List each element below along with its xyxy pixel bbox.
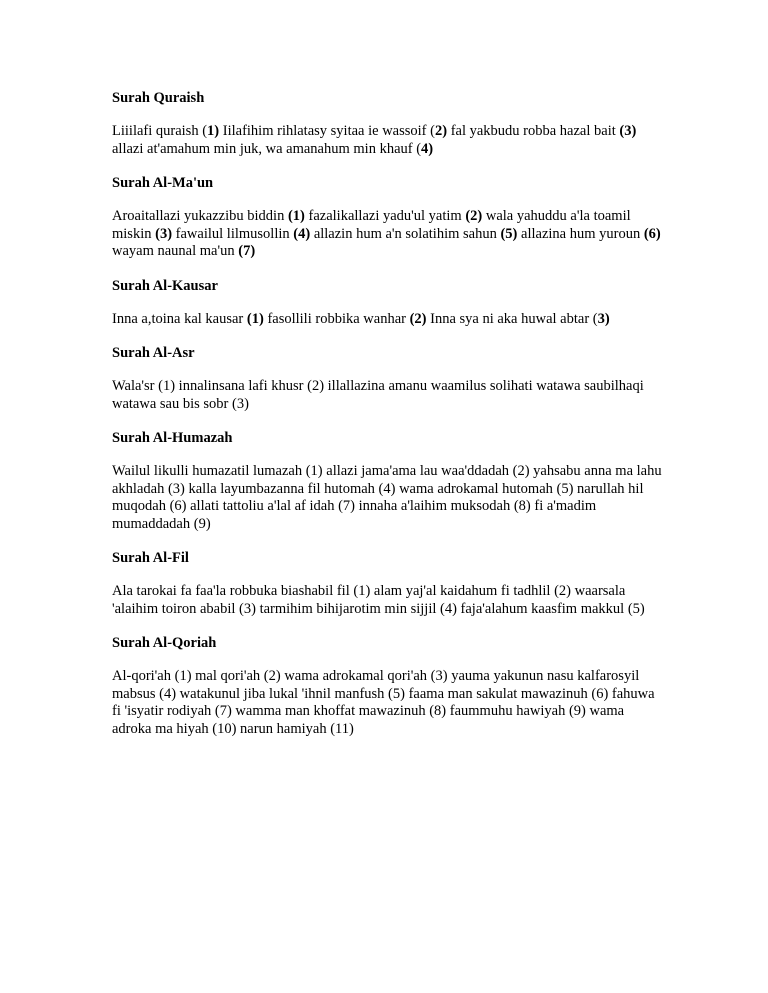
section-title: Surah Al-Fil — [112, 550, 189, 566]
section-title: Surah Al-Asr — [112, 345, 195, 361]
section-title: Surah Al-Qoriah — [112, 635, 217, 651]
section-al-qoriah — [112, 634, 662, 738]
verse-text: Iilafihim rihlatasy syitaa ie wassoif ( — [219, 123, 435, 139]
verse-text: fawailul lilmusollin — [172, 225, 294, 242]
verse-number: (7) — [238, 243, 256, 259]
section-body — [112, 208, 662, 261]
verse-text: Wala'sr (1) innalinsana lafi khusr (2) illallazina amanu waamilus solihati watawa saubilhaqi watawa sau bis sobr (3) — [112, 378, 644, 412]
verse-text: Wailul likulli humazatil lumazah (1) allazi jama'ama lau waa'ddadah (2) yahsabu anna ma lahu akhladah (3) kalla layumbazanna fil hutomah (4) wama adrokamal hutomah (5) narullah hil muqodah (6) allati tattoliu a'lal af idah (7) innaha a'laihim muksodah (8) fi a'madim mumaddadah (9) — [112, 463, 662, 532]
section-title: Surah Al-Humazah — [112, 430, 233, 446]
section-al-asr — [112, 344, 662, 413]
verse-number: 1) — [207, 123, 220, 139]
section-quraish — [112, 89, 662, 158]
verse-number: (2) — [465, 208, 483, 224]
verse-number: (5) — [500, 225, 518, 242]
section-body — [112, 463, 662, 533]
verse-text: wayam naunal ma'un — [112, 243, 239, 259]
verse-number: (6) — [643, 225, 661, 242]
section-title: Surah Al-Ma'un — [112, 175, 214, 191]
verse-number: (2) — [409, 310, 427, 327]
verse-text: fasollili robbika wanhar — [263, 310, 410, 327]
section-al-kausar — [112, 277, 662, 329]
section-title: Surah Quraish — [112, 90, 205, 106]
verse-text: allazin hum a'n solatihim sahun — [310, 225, 501, 242]
verse-text: Inna sya ni aka huwal abtar ( — [426, 310, 598, 327]
verse-text: fazalikallazi yadu'ul yatim — [304, 208, 466, 224]
section-title: Surah Al-Kausar — [112, 277, 218, 294]
verse-text: allazi at'amahum min juk, wa amanahum min khauf ( — [112, 140, 422, 157]
verse-number: (4) — [293, 225, 311, 242]
verse-text: Ala tarokai fa faa'la robbuka biashabil fil (1) alam yaj'al kaidahum fi tadhlil (2) waarsala 'alaihim toiron ababil (3) tarmihim bihijarotim min sijjil (4) faja'alahum kaasfim makkul (5) — [112, 583, 645, 617]
section-body — [112, 123, 662, 158]
verse-number: (1) — [287, 208, 305, 224]
verse-text: Al-qori'ah (1) mal qori'ah (2) wama adrokamal qori'ah (3) yauma yakunun nasu kalfarosyil mabsus (4) watakunul jiba lukal 'ihnil manfush (5) faama man sakulat mawazinuh (6) fahuwa fi 'isyatir rodiyah (7) wamma man khoffat mawazinuh (8) faummuhu hawiyah (9) wama adroka ma hiyah (10) narun hamiyah (11) — [112, 668, 655, 737]
verse-text: allazina hum yuroun — [517, 225, 644, 242]
verse-text: Inna a,toina kal kausar — [112, 310, 247, 327]
verse-text: Aroaitallazi yukazzibu biddin — [112, 208, 288, 224]
document-page — [112, 89, 662, 754]
section-body — [112, 668, 662, 738]
section-al-maun — [112, 174, 662, 261]
section-body — [112, 311, 662, 329]
verse-number: (3) — [619, 123, 637, 139]
section-body — [112, 378, 662, 413]
section-al-fil — [112, 549, 662, 618]
verse-text: Liiilafi quraish ( — [112, 123, 208, 139]
verse-text: fal yakbudu robba hazal bait — [447, 123, 620, 139]
section-body — [112, 583, 662, 618]
section-al-humazah — [112, 429, 662, 533]
verse-number: (3) — [155, 225, 173, 242]
verse-text: wala yahuddu a'la toamil miskin — [112, 208, 631, 242]
verse-number: (1) — [246, 310, 264, 327]
verse-number: 3) — [597, 310, 610, 327]
verse-number: 2) — [434, 123, 448, 139]
verse-number: 4) — [421, 140, 434, 157]
